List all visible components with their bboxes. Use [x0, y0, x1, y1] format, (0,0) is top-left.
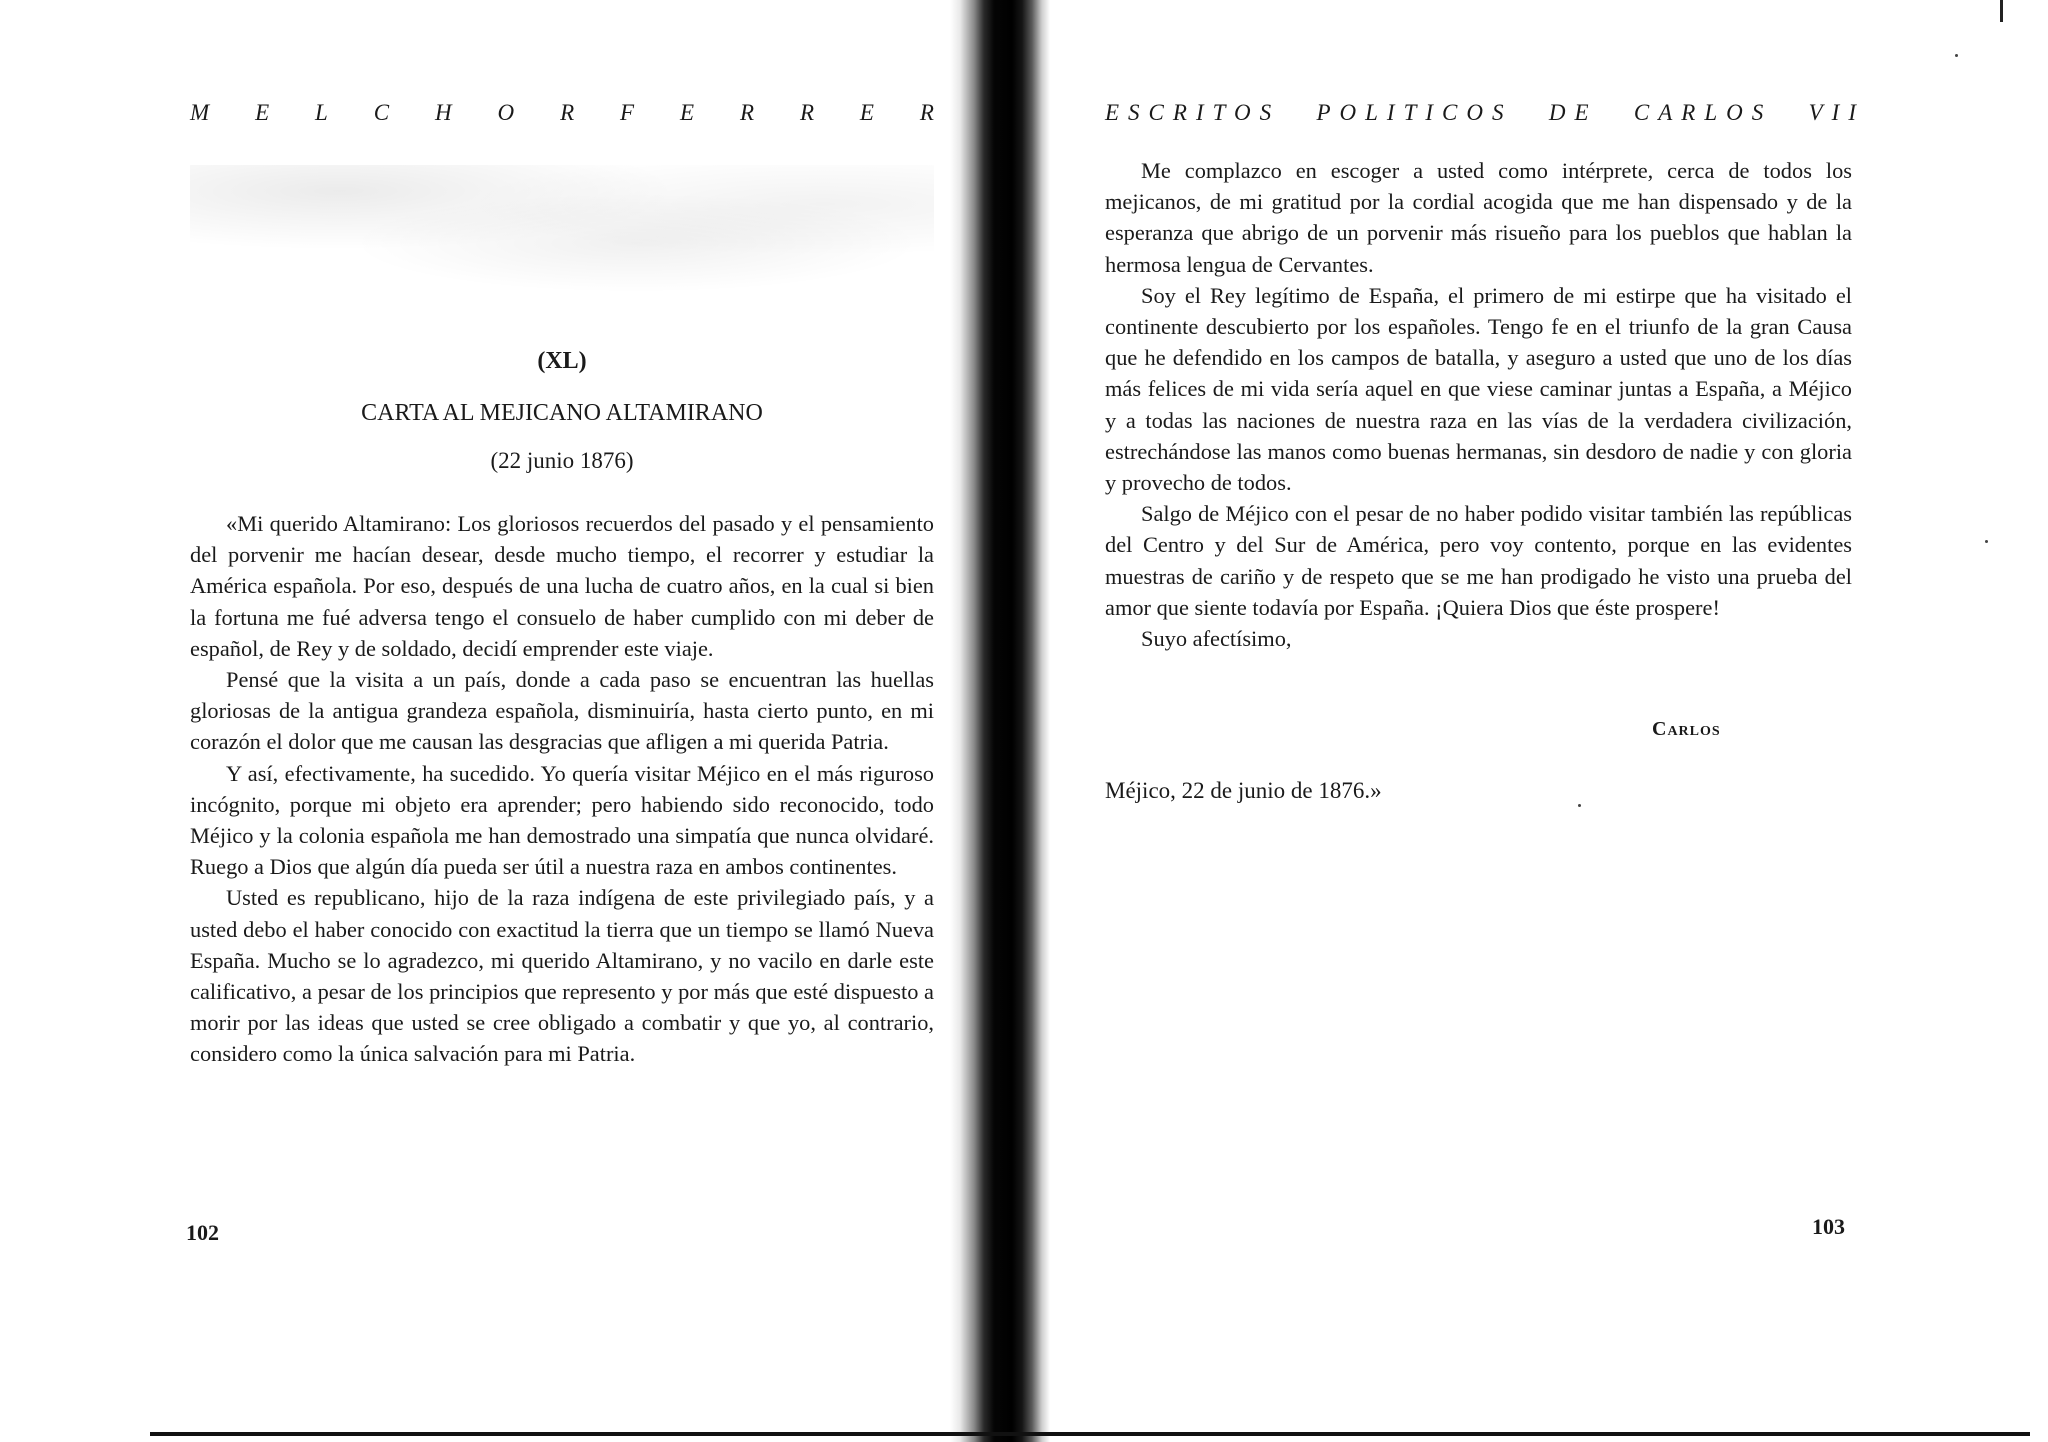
scan-bottom-edge — [150, 1432, 2030, 1436]
running-head-letter: C — [373, 100, 390, 125]
page-number-left: 102 — [186, 1220, 219, 1245]
paragraph: Usted es republicano, hijo de la raza indígena de este privilegiado país, y a usted debo el haber conocido con exactitud la tierra que un tiempo se llamó Nueva España. Mucho se lo agradezco, mi querido Altamirano, y no vacilo en darle este calificativo, a pesar de los principios que represento y por más que esté dispuesto a morir por las ideas que usted se cree obligado a combatir y que yo, al contrario, considero como la única salvación para mi Patria. — [190, 885, 934, 1067]
running-head-letter: E — [255, 100, 270, 125]
running-head-word: VII — [1808, 100, 1865, 125]
running-head-letter: M — [190, 100, 210, 125]
running-head-letter: R — [919, 100, 934, 125]
left-body-text — [190, 508, 934, 1070]
scan-speck — [1985, 540, 1988, 543]
paragraph: Pensé que la visita a un país, donde a cada paso se encuentran las huellas gloriosas de la antigua grandeza española, disminuiría, hasta cierto punto, en mi corazón el dolor que me causan las desgracias que afligen a mi querida Patria. — [190, 667, 934, 755]
paragraph: Me complazco en escoger a usted como intérprete, cerca de todos los mejicanos, de mi gratitud por la cordial acogida que me han dispensado y de la esperanza que abrigo de un porvenir más risueño para los pueblos que hablan la hermosa lengua de Cervantes. — [1105, 158, 1852, 277]
place-and-date: Méjico, 22 de junio de 1876.» — [1105, 778, 1382, 803]
chapter-title: CARTA AL MEJICANO ALTAMIRANO — [361, 400, 763, 426]
paragraph: Y así, efectivamente, ha sucedido. Yo quería visitar Méjico en el más riguroso incógnito, porque mi objeto era aprender; pero habiendo sido reconocido, todo Méjico y la colonia española me han demostrado una simpatía que nunca olvidaré. Ruego a Dios que algún día pueda ser útil a nuestra raza en ambos continentes. — [190, 760, 934, 880]
scan-speck — [1955, 54, 1958, 57]
running-head-letter: O — [497, 100, 515, 125]
running-head-word: CARLOS — [1633, 100, 1773, 125]
running-head-letter: L — [315, 100, 328, 125]
scan-speck — [1578, 804, 1581, 807]
right-running-head — [1105, 100, 1865, 126]
bleed-through-smudge — [190, 165, 934, 295]
paragraph: Salgo de Méjico con el pesar de no haber podido visitar también las repúblicas del Centro y del Sur de América, pero voy contento, porque en las evidentes muestras de cariño y de respeto que se me han prodigado he visto una prueba del amor que siente todavía por España. ¡Quiera Dios que éste prospere! — [1105, 501, 1852, 620]
paragraph: «Mi querido Altamirano: Los gloriosos recuerdos del pasado y el pensamiento del porvenir me hacían desear, desde mucho tiempo, el recorrer y estudiar la América española. Por eso, después de una lucha de cuatro años, en la cual si bien la fortuna me fué adversa tengo el consuelo de haber cumplido con mi deber de español, de Rey y de soldado, decidí emprender este viaje. — [190, 511, 934, 661]
running-head-word: POLITICOS — [1316, 100, 1513, 125]
closing-salutation: Suyo afectísimo, — [1141, 626, 1292, 652]
chapter-date: (22 junio 1876) — [490, 448, 634, 473]
left-running-head — [190, 100, 934, 126]
running-head-word: DE — [1548, 100, 1598, 125]
page-number-right: 103 — [1812, 1214, 1845, 1239]
running-head-letter: R — [560, 100, 575, 125]
signature: Carlos — [1652, 718, 1721, 740]
running-head-letter: E — [859, 100, 874, 125]
right-body-text — [1105, 155, 1852, 654]
scan-right-edge-mark — [2000, 0, 2003, 22]
running-head-letter: H — [435, 100, 452, 125]
running-head-letter: E — [680, 100, 695, 125]
running-head-letter: F — [620, 100, 635, 125]
paragraph: Soy el Rey legítimo de España, el primero de mi estirpe que ha visitado el continente descubierto por los españoles. Tengo fe en el triunfo de la gran Causa que he defendido en los campos de batalla, y aseguro a usted que uno de los días más felices de mi vida sería aquel en que viese caminar juntas a España, a Méjico y a todas las naciones de nuestra raza en las vías de la verdadera civilización, estrechándose las manos como buenas hermanas, sin desdoro de nadie y con gloria y provecho de todos. — [1105, 282, 1852, 496]
running-head-letter: R — [739, 100, 755, 125]
chapter-number: (XL) — [537, 348, 587, 374]
running-head-letter: R — [799, 100, 814, 125]
running-head-word: ESCRITOS — [1105, 100, 1281, 125]
